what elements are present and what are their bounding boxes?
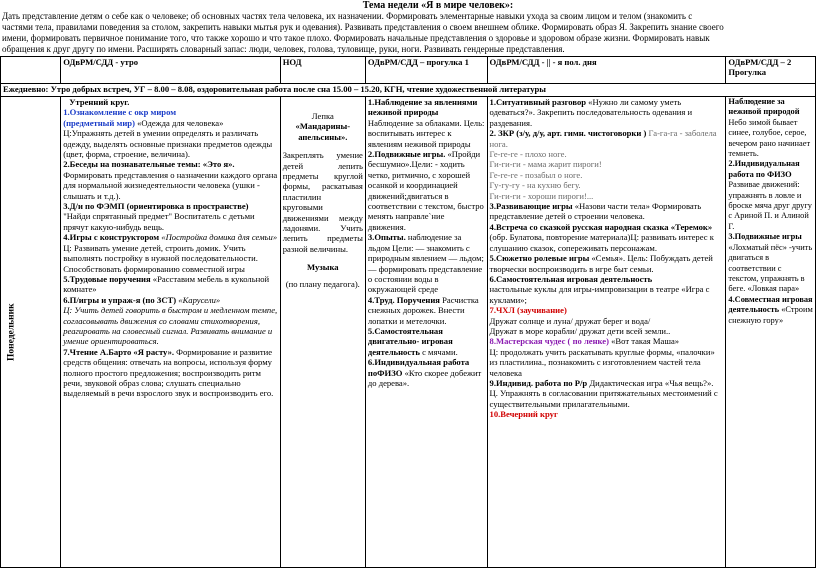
afternoon-item-6 (490, 274, 724, 305)
afternoon-item-1 (490, 97, 724, 128)
item-title: 3.Опыты. (367, 232, 406, 243)
item-text: Ц: продолжать учить раскатывать круглые формы, «палочки» из пластилина., познакомить с изготовлением частей тела человека (489, 346, 715, 378)
walk1-item-3 (368, 232, 485, 294)
day-name: Понедельник (6, 303, 17, 361)
walk2-item-4 (728, 295, 813, 326)
intro-line: Дать представление детям о себе как о человеке; об основных частях тела человека, их назначении. Формировать элементарные навыки ухода за своим лицом и телом (знакомить с (2, 11, 693, 21)
item-text: с мячами. (419, 346, 458, 357)
item-title: 4.Встреча со сказкой русская народная сказка «Теремок» (489, 221, 713, 232)
item-subtitle: (предметный мир) (63, 117, 135, 128)
item-text: "Найди спрятанный предмет" Воспитатель с детьми прячут какую-нибудь вещь. (63, 211, 255, 232)
afternoon-item-2 (490, 128, 724, 201)
day-row (1, 97, 816, 568)
item-title: 4.Совместная игровая деятельность (728, 294, 813, 315)
item-text: Ц: Развивать умение детей, строить домик. Учить выполнять постройку в нужной последовательности. Способствовать формированию совместной игры (63, 242, 258, 274)
item-text: «Назови части тела» Формировать представление детей о строении человека. (489, 201, 702, 222)
item-title: 1.Ситуативный разговор (489, 97, 587, 107)
walk1-item-4 (368, 295, 485, 326)
item-title: 1.Ознакомление с окр миром (63, 107, 177, 118)
item-text: «Строим снежную гору» (728, 305, 813, 325)
afternoon-item-7 (490, 305, 724, 336)
item-title: 4.Труд. Поручения (367, 294, 440, 305)
item-title: 5.Трудовые поручения (63, 273, 151, 284)
item-line: Ге-ге-ге - плохо ноге. (489, 149, 567, 160)
col-morning-header: ОДвРМ/СДД - утро (61, 57, 281, 84)
item-topic: «Постройка домика для семьи» (159, 232, 278, 243)
item-title: 10.Вечерний круг (489, 409, 558, 420)
item-text: «Семья». Цель: Побуждать детей творчески воспроизводить в игре быт семьи. (489, 253, 713, 274)
week-theme-title: Тема недели «Я в мире человек»: (362, 0, 514, 11)
daily-routine: Ежедневно: Утро добрых встреч, УГ – 8.00 – 8.08, оздоровительная работа после сна 15.00 – 15.20, КГН, чтение художественной литературы (1, 84, 816, 97)
afternoon-item-10 (490, 409, 724, 419)
item-title: 2. ЗКР (з/у, д/у, арт. гимн. чистоговорки ) (489, 128, 647, 139)
item-text: Наблюдение за облаками. Цель: воспитывать интерес к явлениям неживой природы (367, 117, 485, 149)
morning-item-2 (63, 159, 278, 201)
morning-cell (61, 97, 281, 568)
col-walk1-header: ОДвРМ/СДД – прогулка 1 (365, 57, 487, 84)
walk1-item-1 (368, 97, 485, 149)
item-text: Дидактическая игра «Чья вещь?». Ц. Упражнять в согласовании притяжательных местоимений с существительными прилагательными. (489, 377, 718, 409)
header-row (1, 57, 816, 84)
item-text: Формирование и развитие средств общения: отвечать на вопросы, используя форму полного простого предложения; воспроизводить ритм речи, звуковой образ слова; слушать специально выделяемый в речи взрослого звук и воспроизводить его. (63, 346, 274, 399)
morning-item-1 (63, 107, 278, 159)
day-cell (1, 97, 61, 568)
afternoon-item-5 (490, 253, 724, 274)
nod-cell (280, 97, 365, 568)
morning-item-7 (63, 347, 278, 399)
item-title: 7.Чтение А.Барто «Я расту». (63, 346, 175, 357)
afternoon-item-3 (490, 201, 724, 222)
nod-lepka-text: Закреплять умение детей лепить предметы круглой формы, раскатывая пластилин круговыми движениями между ладонями. Учить лепить предметы разной величины. (282, 150, 363, 254)
item-title: 3.Подвижные игры (728, 232, 802, 242)
morning-item-6 (63, 295, 278, 347)
item-title: 9.Индивид. работа по Р/р (489, 377, 588, 388)
item-text: «Нужно ли самому уметь одеваться?». Закрепить последовательность одевания и раздевания. (489, 97, 693, 128)
col-afternoon-header: ОДвРМ/СДД - || - я пол. дня (487, 57, 726, 84)
walk2-item-1 (728, 97, 813, 159)
item-title: 2.Индивидуальная работа по ФИЗО (728, 159, 800, 179)
item-text: Развивае движений: упражнять в ловле и броске мяча друг другу с Ариной П. и Алиной Г. (728, 180, 812, 231)
morning-heading: Утренний круг. (69, 97, 130, 107)
item-title: 2.Беседы на познавательные темы: «Это я». (63, 159, 235, 170)
afternoon-cell (487, 97, 726, 568)
daily-row (1, 84, 816, 97)
item-title: 5.Самостоятельная двигательно- игровая деятельность (367, 325, 453, 357)
walk2-item-3 (728, 232, 813, 294)
page-header (0, 0, 816, 55)
item-text: настольные куклы для игры-импровизации в театре «Игра с куклами»; (489, 284, 710, 305)
item-title: 3.Развивающие игры (489, 201, 573, 212)
intro-line: частями тела, правилами поведения за столом, закрепить навыки мытья рук и одевания). Развивать представления о своем внешнем облике. Формировать образ Я. Закрепить знание своего (2, 22, 724, 32)
item-line: Ги-ги-ги - мама жарит пироги! (489, 159, 602, 170)
item-text: «Пройди бесшумно».Цели: - ходить четко, ритмично, с хорошей осанкой и координацией движений;двигаться в соответствии с текстом, быстро менять направле`ние движения. (367, 149, 484, 232)
item-title: 4.Игры с конструктором (63, 232, 160, 243)
morning-item-5 (63, 274, 278, 295)
item-text: Небо зимой бывает синее, голубое, серое, вечером рано начинает темнеть. (728, 117, 811, 159)
nod-music: Музыка (307, 262, 339, 273)
walk2-item-2 (728, 159, 813, 232)
item-line: Ге-ге-ге - позабыл о ноге. (489, 169, 583, 180)
item-text: Расчистка снежных дорожек. Внести лопатки и метелочки. (367, 294, 479, 326)
item-title: 1.Наблюдение за явлениями неживой природы (367, 97, 478, 118)
item-topic: «Карусели» (176, 294, 221, 305)
nod-lepka: Лепка (311, 111, 334, 121)
item-text: наблюдение за льдом Цели: — знакомить с природным явлением — льдом; — формировать представление о состоянии воды в окружающей среде (367, 232, 484, 295)
item-text: «Кто скорее добежит до дерева». (367, 367, 482, 388)
afternoon-item-4 (490, 222, 724, 253)
walk2-cell (726, 97, 816, 568)
col-nod-header: НОД (280, 57, 365, 84)
item-title: 3.Д/и по ФЭМП (ориентировка в пространстве) (63, 201, 249, 212)
nod-music-text: (по плану педагога). (285, 278, 360, 289)
item-title: 8.Мастерская чудес ( по ленке) (489, 336, 609, 347)
item-text: Формировать представления о назначении каждого органа для нормальной жизнедеятельности человека (ушки - слышать и т.д.). (63, 169, 278, 201)
item-text: «Расставим мебель в кукольной комнате» (63, 273, 270, 295)
nod-lepka-topic: «Мандарины-апельсины». (295, 121, 351, 142)
item-title: 2.Подвижные игры. (367, 149, 446, 160)
item-line: Ги-ги-ги - хороши пироги!... (489, 190, 594, 201)
item-topic: «Одежда для человека» (134, 117, 224, 128)
afternoon-item-9 (490, 378, 724, 409)
walk1-item-2 (368, 149, 485, 232)
intro-line: обращения к друг другу по имени. Расширять словарный запас: люди, человек, голова, туловище, руки, ноги. Развивать гендерные представления. (2, 44, 565, 54)
item-title: 6.Самостоятельная игровая деятельность (489, 273, 653, 284)
walk1-item-5 (368, 326, 485, 357)
item-line: Га-га-га - заболела нога. (489, 128, 717, 149)
day-label (1, 97, 23, 567)
item-text: Ц:Упражнять детей в умении определять и различать одежду, выделять основные признаки предметов одежды (цвет, форма, строение, величина). (63, 128, 273, 160)
col-walk2-header: ОДвРМ/СДД – 2 Прогулка (726, 57, 816, 84)
item-line: Дружат в море корабли/ дружат дети всей земли.. (489, 325, 671, 336)
item-title: Наблюдение за неживой природой (728, 97, 800, 117)
item-title: 6.П/игры и упраж-я (по ЗСТ) (63, 294, 177, 305)
item-text: (обр. Булатова, повторение материала)Ц: развивать интерес к слушанию сказок, сопереживать персонажам. (489, 232, 714, 253)
item-title: 7.ЧХЛ (заучивание) (489, 305, 567, 316)
item-title: 6.Индивидуальная работа поФИЗО (367, 357, 470, 378)
item-line: Гу-гу-гу - на кухню бегу. (489, 180, 581, 191)
item-text: «Лохматый пёс» -учить двигаться в соответствии с текстом, упражнять в беге. «Ловкая пара» (728, 242, 813, 294)
walk1-item-6 (368, 357, 485, 388)
morning-item-3 (63, 201, 278, 232)
plan-table (0, 56, 816, 568)
afternoon-item-8 (490, 336, 724, 378)
walk1-cell (365, 97, 487, 568)
item-line: Дружат солнце и луна/ дружат берег и вода/ (489, 315, 651, 326)
item-title: 5.Сюжетно ролевые игры (489, 253, 590, 264)
intro-line: имени, формировать первичное понимание того, что также хорошо и что такое плохо. Формировать начальные представления о здоровье и здоровом образе жизни. Формировать навык (2, 33, 710, 43)
item-text: Ц: Учить детей говорить в быстром и медленном темпе, согласовывать движения со словами стихотворения, реагировать на словесный сигнал. Развивать внимание и умение ориентироваться. (63, 305, 278, 347)
header-empty (1, 57, 61, 84)
item-topic: «Вот такая Маша» (608, 336, 680, 347)
morning-item-4 (63, 232, 278, 274)
